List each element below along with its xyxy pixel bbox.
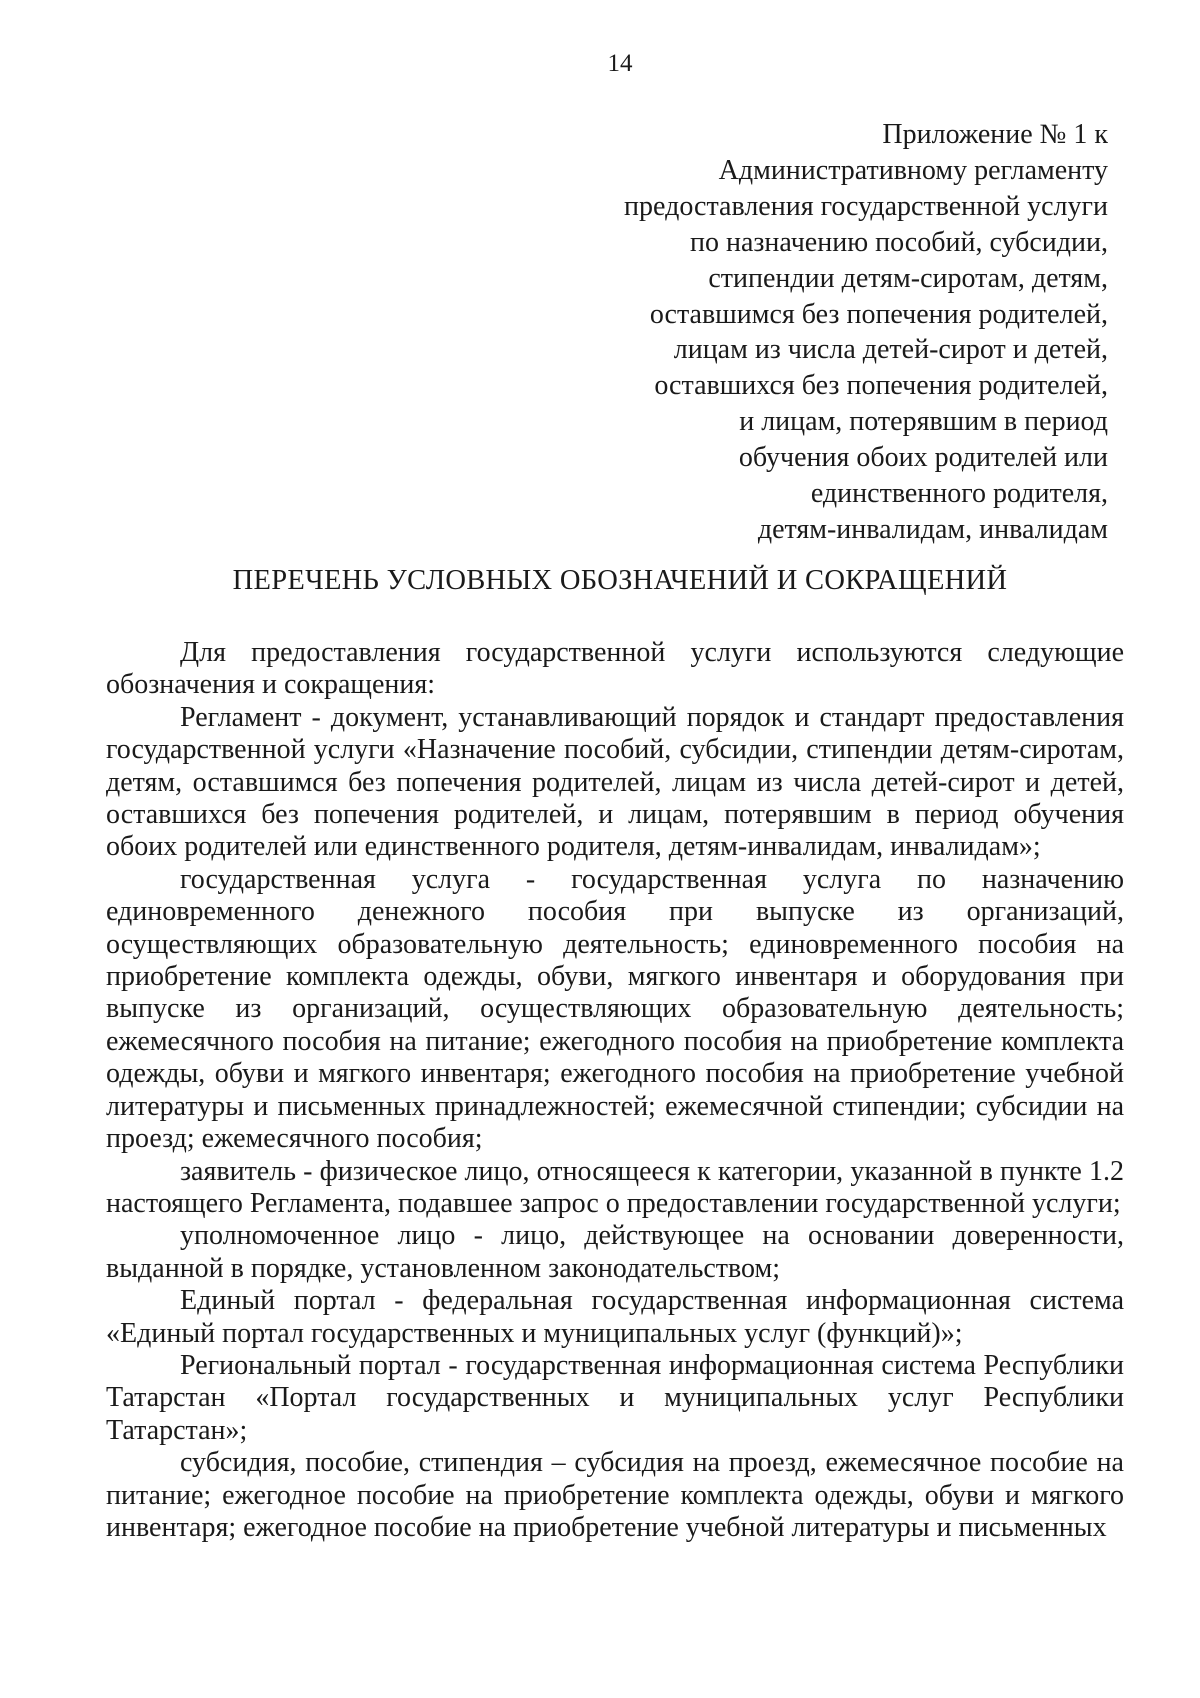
appendix-line: оставшимся без попечения родителей, bbox=[649, 298, 1108, 330]
appendix-line: стипендии детям-сиротам, детям, bbox=[708, 262, 1108, 294]
appendix-line: Административному регламенту bbox=[718, 154, 1108, 186]
appendix-header bbox=[488, 117, 1108, 548]
appendix-line: единственного родителя, bbox=[810, 478, 1108, 510]
paragraph-applicant: заявитель - физическое лицо, относящееся к категории, указанной в пункте 1.2 настоящего Регламента, подавшее запрос о предоставлении государственной услуги; bbox=[106, 1155, 1124, 1219]
document-body bbox=[106, 637, 1124, 1544]
appendix-line: предоставления государственной услуги bbox=[624, 190, 1108, 222]
paragraph-subsidy: субсидия, пособие, стипендия – субсидия на проезд, ежемесячное пособие на питание; ежегодное пособие на приобретение комплекта одежды, обуви и мягкого инвентаря; ежегодное пособие на приобретение учебной литературы и письменных bbox=[106, 1447, 1124, 1543]
document-title: ПЕРЕЧЕНЬ УСЛОВНЫХ ОБОЗНАЧЕНИЙ И СОКРАЩЕНИЙ bbox=[232, 565, 1008, 596]
appendix-line: лицам из числа детей-сирот и детей, bbox=[673, 334, 1108, 366]
page-number: 14 bbox=[607, 50, 633, 77]
appendix-line: Приложение № 1 к bbox=[882, 119, 1108, 150]
appendix-line: оставшихся без попечения родителей, bbox=[654, 370, 1108, 402]
paragraph-reglament: Регламент - документ, устанавливающий порядок и стандарт предоставления государственной услуги «Назначение пособий, субсидии, стипендии детям-сиротам, детям, оставшимся без попечения родителей, лицам из числа детей-сирот и детей, оставшихся без попечения родителей, и лицам, потерявшим в период обучения обоих родителей или единственного родителя, детям-инвалидам, инвалидам»; bbox=[106, 701, 1124, 863]
paragraph-state-service: государственная услуга - государственная услуга по назначению единовременного денежного пособия при выпуске из организаций, осуществляющих образовательную деятельность; единовременного пособия на приобретение комплекта одежды, обуви, мягкого инвентаря и оборудования при выпуске из организаций, осуществляющих образовательную деятельность; ежемесячного пособия на питание; ежегодного пособия на приобретение комплекта одежды, обуви и мягкого инвентаря; ежегодного пособия на приобретение учебной литературы и письменных принадлежностей; ежемесячной стипендии; субсидии на проезд; ежемесячного пособия; bbox=[106, 863, 1124, 1155]
appendix-line: и лицам, потерявшим в период bbox=[739, 406, 1108, 438]
paragraph-authorized-person: уполномоченное лицо - лицо, действующее на основании доверенности, выданной в порядке, установленном законодательством; bbox=[106, 1220, 1124, 1284]
paragraph-unified-portal: Единый портал - федеральная государственная информационная система «Единый портал государственных и муниципальных услуг (функций)»; bbox=[106, 1285, 1124, 1349]
paragraph-regional-portal: Региональный портал - государственная информационная система Республики Татарстан «Портал государственных и муниципальных услуг Республики Татарстан»; bbox=[106, 1349, 1124, 1446]
appendix-line: по назначению пособий, субсидии, bbox=[689, 226, 1108, 258]
appendix-line: детям-инвалидам, инвалидам bbox=[757, 513, 1108, 545]
paragraph-intro: Для предоставления государственной услуги используются следующие обозначения и сокращения: bbox=[106, 637, 1124, 701]
appendix-line: обучения обоих родителей или bbox=[738, 442, 1108, 474]
